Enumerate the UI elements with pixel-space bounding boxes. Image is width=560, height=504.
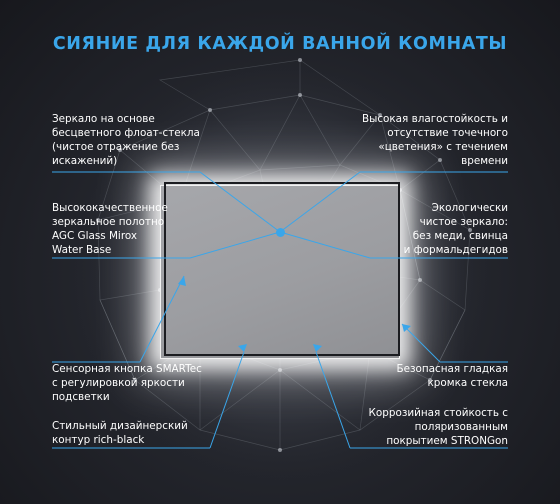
feature-agc-glass: Высококачественное зеркальное полотно AGC Glass Mirox Water Base — [52, 202, 168, 256]
feature-moisture-resistance: Высокая влагостойкость и отсутствие точечного «цветения» с течением времени — [361, 113, 508, 167]
feature-smooth-edge: Безопасная гладкая кромка стекла — [396, 363, 508, 389]
feature-strongon-coating: Коррозийная стойкость с поляризованным покрытием STRONGon — [368, 407, 508, 447]
feature-black-contour: Стильный дизайнерский контур rich-black — [52, 420, 188, 446]
page-headline: СИЯНИЕ ДЛЯ КАЖДОЙ ВАННОЙ КОМНАТЫ — [52, 34, 508, 54]
center-point-marker — [276, 228, 285, 237]
feature-touch-button: Сенсорная кнопка SMARTec с регулировкой яркости подсветки — [52, 363, 202, 403]
feature-eco-mirror: Экологически чистое зеркало: без меди, свинца и формальдегидов — [403, 202, 508, 256]
feature-float-glass: Зеркало на основе бесцветного флоат-стекла (чистое отражение без искажений) — [52, 113, 200, 167]
